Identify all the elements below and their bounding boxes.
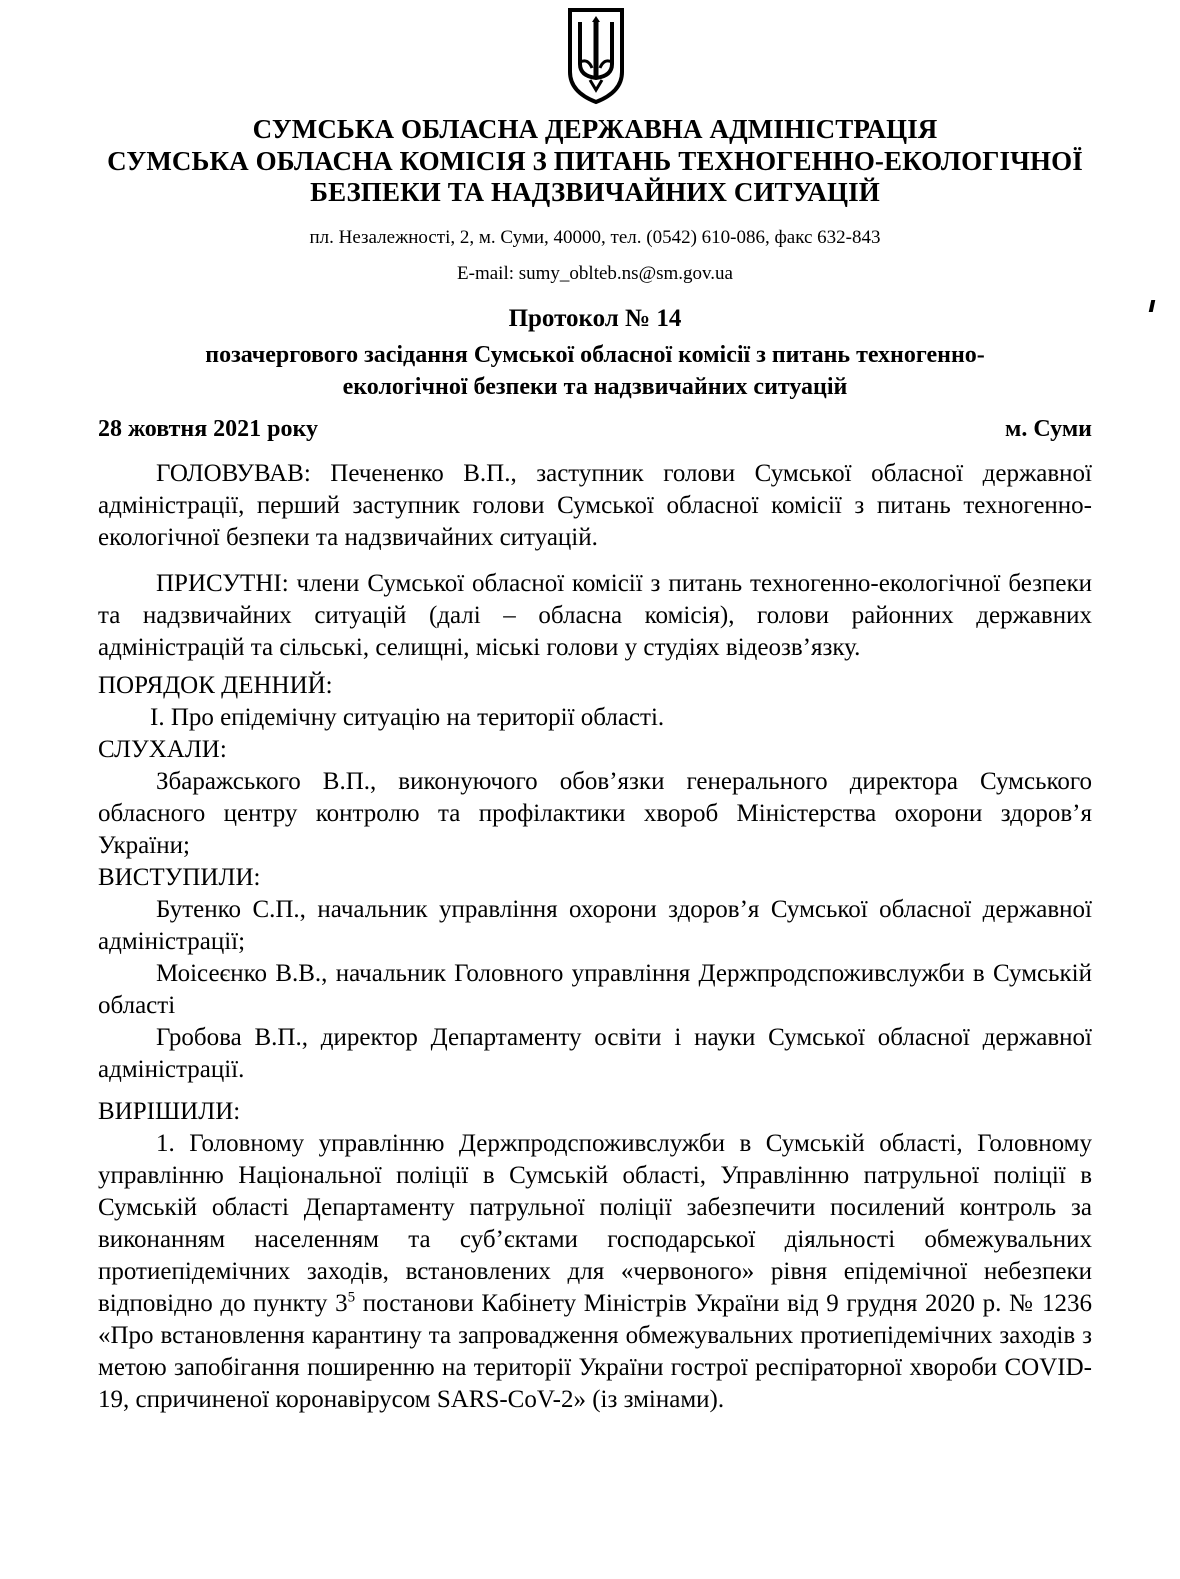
org-name-line-3: БЕЗПЕКИ ТА НАДЗВИЧАЙНИХ СИТУАЦІЙ <box>310 177 880 207</box>
address-line: пл. Незалежності, 2, м. Суми, 40000, тел. (0542) 610-086, факс 632-843 <box>309 227 881 248</box>
agenda-heading: ПОРЯДОК ДЕННИЙ: <box>98 672 333 699</box>
protocol-place: м. Суми <box>1005 416 1092 442</box>
trident-emblem-icon <box>564 6 628 106</box>
spoke-heading: ВИСТУПИЛИ: <box>98 864 261 891</box>
speaker-2-paragraph: Моісеєнко В.В., начальник Головного управління Держпродспоживслужби в Сумській області <box>98 960 1092 1019</box>
speaker-1-paragraph: Бутенко С.П., начальник управління охорони здоров’я Сумської обласної державної адміністрації; <box>98 896 1092 955</box>
email-line: E-mail: sumy_oblteb.ns@sm.gov.ua <box>457 263 733 284</box>
decision-1-paragraph <box>98 1128 1092 1416</box>
decision-1-text-b: постанови Кабінету Міністрів України від 9 грудня 2020 р. № 1236 «Про встановлення карантину та запровадження обмежувальних протиепідемічних заходів з метою запобігання поширенню на території України гострої респіраторної хвороби COVID-19, спричиненої коронавірусом SARS-CoV-2» (із змінами). <box>98 1290 1092 1413</box>
date-place-line <box>98 414 1092 444</box>
chaired-paragraph: ГОЛОВУВАВ: Печененко В.П., заступник голови Сумської обласної державної адміністрації, перший заступник голови Сумської обласної комісії з питань техногенно-екологічної безпеки та надзвичайних ситуацій. <box>98 460 1092 551</box>
org-name-line-1: СУМСЬКА ОБЛАСНА ДЕРЖАВНА АДМІНІСТРАЦІЯ <box>252 114 938 144</box>
protocol-title: Протокол № 14 <box>508 305 682 332</box>
protocol-subtitle-line-2: екологічної безпеки та надзвичайних ситуацій <box>342 374 848 400</box>
heard-paragraph: Збаражського В.П., виконуючого обов’язки генерального директора Сумського обласного центру контролю та профілактики хвороб Міністерства охорони здоров’я України; <box>98 768 1092 859</box>
present-paragraph: ПРИСУТНІ: члени Сумської обласної комісії з питань техногенно-екологічної безпеки та надзвичайних ситуацій (далі – обласна комісія), голови районних державних адміністрацій та сільські, селищні, міські голови у студіях відеозв’язку. <box>98 570 1092 661</box>
heard-heading: СЛУХАЛИ: <box>98 736 227 763</box>
protocol-date: 28 жовтня 2021 року <box>98 416 319 442</box>
document-body <box>98 458 1092 1416</box>
decided-heading: ВИРІШИЛИ: <box>98 1098 241 1125</box>
scan-mark <box>1149 300 1156 312</box>
speaker-3-paragraph: Гробова В.П., директор Департаменту освіти і науки Сумської обласної державної адміністрації. <box>98 1024 1092 1083</box>
decision-1-superscript: 5 <box>347 1289 356 1306</box>
agenda-item: І. Про епідемічну ситуацію на території області. <box>150 704 665 731</box>
decision-1-text-a: 1. Головному управлінню Держпродспоживслужби в Сумській області, Головному управлінню Національної поліції в Сумській області, Управлінню патрульної поліції в Сумській області Департаменту патрульної поліції забезпечити посилений контроль за виконанням населенням та суб’єктами господарської діяльності обмежувальних протиепідемічних заходів, встановлених для «червоного» рівня епідемічної небезпеки відповідно до пункту 3 <box>98 1130 1092 1317</box>
protocol-subtitle-line-1: позачергового засідання Сумської обласної комісії з питань техногенно- <box>205 342 985 368</box>
org-name-line-2: СУМСЬКА ОБЛАСНА КОМІСІЯ З ПИТАНЬ ТЕХНОГЕННО-ЕКОЛОГІЧНОЇ <box>107 146 1083 176</box>
